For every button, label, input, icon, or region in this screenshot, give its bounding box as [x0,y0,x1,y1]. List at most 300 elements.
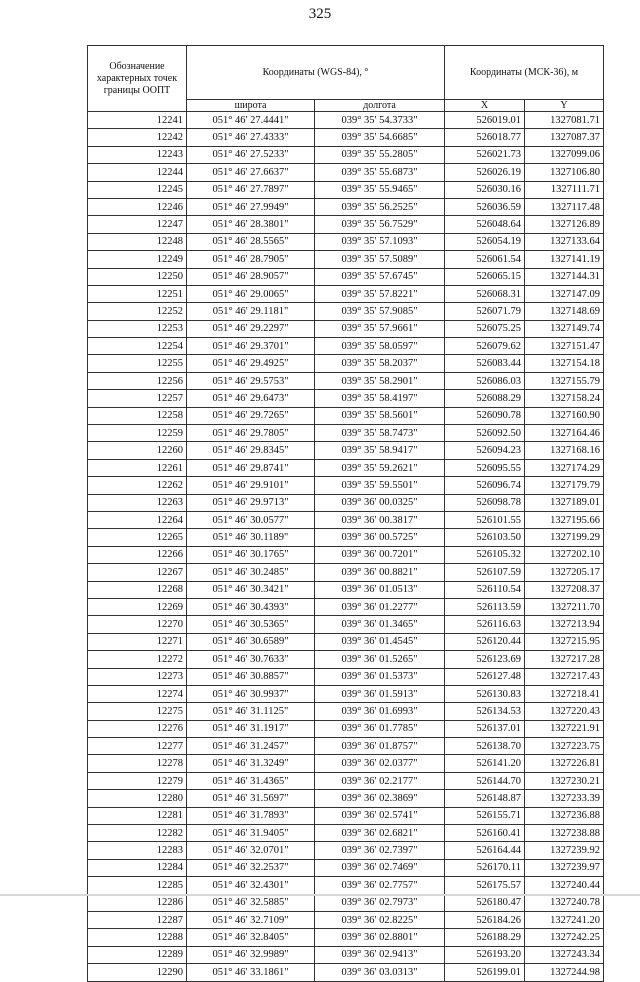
table-row [88,842,604,859]
point-id-cell: 12266 [88,546,187,563]
y-cell: 1327215.95 [525,633,604,650]
longitude-cell: 039° 35' 58.2901" [315,372,445,389]
longitude-cell: 039° 35' 54.6685" [315,129,445,146]
table-row [88,564,604,581]
header-longitude: долгота [315,100,445,112]
longitude-cell: 039° 36' 02.2177" [315,772,445,789]
point-id-cell: 12288 [88,929,187,946]
y-cell: 1327154.18 [525,355,604,372]
y-cell: 1327240.44 [525,877,604,894]
table-row [88,755,604,772]
page-bottom-rule [0,894,640,896]
longitude-cell: 039° 36' 01.5373" [315,668,445,685]
latitude-cell: 051° 46' 30.7633" [187,651,315,668]
point-id-cell: 12283 [88,842,187,859]
point-id-cell: 12275 [88,703,187,720]
point-id-cell: 12249 [88,251,187,268]
y-cell: 1327179.79 [525,477,604,494]
latitude-cell: 051° 46' 29.4925" [187,355,315,372]
x-cell: 526086.03 [445,372,525,389]
y-cell: 1327087.37 [525,129,604,146]
y-cell: 1327133.64 [525,233,604,250]
point-id-cell: 12272 [88,651,187,668]
longitude-cell: 039° 36' 01.3465" [315,616,445,633]
page-number: 325 [308,6,332,22]
y-cell: 1327218.41 [525,685,604,702]
longitude-cell: 039° 35' 56.7529" [315,216,445,233]
latitude-cell: 051° 46' 29.8741" [187,459,315,476]
y-cell: 1327223.75 [525,738,604,755]
longitude-cell: 039° 36' 01.4545" [315,633,445,650]
y-cell: 1327199.29 [525,529,604,546]
y-cell: 1327148.69 [525,303,604,320]
x-cell: 526065.15 [445,268,525,285]
latitude-cell: 051° 46' 32.8405" [187,929,315,946]
longitude-cell: 039° 36' 01.8757" [315,738,445,755]
point-id-cell: 12256 [88,372,187,389]
longitude-cell: 039° 35' 57.9085" [315,303,445,320]
y-cell: 1327195.66 [525,511,604,528]
point-id-cell: 12254 [88,338,187,355]
table-row [88,790,604,807]
latitude-cell: 051° 46' 30.5365" [187,616,315,633]
point-id-cell: 12284 [88,859,187,876]
y-cell: 1327144.31 [525,268,604,285]
y-cell: 1327211.70 [525,598,604,615]
latitude-cell: 051° 46' 27.4333" [187,129,315,146]
x-cell: 526193.20 [445,946,525,963]
longitude-cell: 039° 36' 01.2277" [315,598,445,615]
longitude-cell: 039° 35' 57.1093" [315,233,445,250]
longitude-cell: 039° 35' 56.2525" [315,198,445,215]
latitude-cell: 051° 46' 33.1861" [187,964,315,981]
table-row [88,964,604,981]
point-id-cell: 12285 [88,877,187,894]
y-cell: 1327242.25 [525,929,604,946]
latitude-cell: 051° 46' 28.5565" [187,233,315,250]
latitude-cell: 051° 46' 32.5885" [187,894,315,911]
longitude-cell: 039° 35' 57.6745" [315,268,445,285]
y-cell: 1327208.37 [525,581,604,598]
y-cell: 1327240.78 [525,894,604,911]
point-id-cell: 12290 [88,964,187,981]
longitude-cell: 039° 36' 02.7397" [315,842,445,859]
point-id-cell: 12286 [88,894,187,911]
y-cell: 1327205.17 [525,564,604,581]
point-id-cell: 12255 [88,355,187,372]
latitude-cell: 051° 46' 29.1181" [187,303,315,320]
point-id-cell: 12278 [88,755,187,772]
y-cell: 1327233.39 [525,790,604,807]
table-row [88,164,604,181]
latitude-cell: 051° 46' 29.9101" [187,477,315,494]
point-id-cell: 12245 [88,181,187,198]
latitude-cell: 051° 46' 32.9989" [187,946,315,963]
x-cell: 526083.44 [445,355,525,372]
table-row [88,581,604,598]
latitude-cell: 051° 46' 27.9949" [187,198,315,215]
x-cell: 526061.54 [445,251,525,268]
point-id-cell: 12246 [88,198,187,215]
latitude-cell: 051° 46' 30.6589" [187,633,315,650]
point-id-cell: 12273 [88,668,187,685]
y-cell: 1327099.06 [525,146,604,163]
point-id-cell: 12241 [88,112,187,129]
x-cell: 526130.83 [445,685,525,702]
x-cell: 526095.55 [445,459,525,476]
point-id-cell: 12271 [88,633,187,650]
table-row [88,477,604,494]
point-id-cell: 12276 [88,720,187,737]
table-row [88,407,604,424]
table-row [88,251,604,268]
table-row [88,268,604,285]
x-cell: 526094.23 [445,442,525,459]
longitude-cell: 039° 36' 00.7201" [315,546,445,563]
x-cell: 526120.44 [445,633,525,650]
table-row [88,285,604,302]
longitude-cell: 039° 36' 02.8225" [315,911,445,928]
latitude-cell: 051° 46' 29.0065" [187,285,315,302]
x-cell: 526054.19 [445,233,525,250]
table-row [88,598,604,615]
x-cell: 526071.79 [445,303,525,320]
y-cell: 1327081.71 [525,112,604,129]
longitude-cell: 039° 36' 02.7757" [315,877,445,894]
latitude-cell: 051° 46' 28.7905" [187,251,315,268]
y-cell: 1327141.19 [525,251,604,268]
y-cell: 1327243.34 [525,946,604,963]
latitude-cell: 051° 46' 30.1765" [187,546,315,563]
latitude-cell: 051° 46' 30.0577" [187,511,315,528]
latitude-cell: 051° 46' 31.5697" [187,790,315,807]
longitude-cell: 039° 35' 57.8221" [315,285,445,302]
table-row [88,946,604,963]
table-row [88,338,604,355]
latitude-cell: 051° 46' 31.9405" [187,825,315,842]
table-row [88,929,604,946]
latitude-cell: 051° 46' 30.3421" [187,581,315,598]
latitude-cell: 051° 46' 30.1189" [187,529,315,546]
longitude-cell: 039° 36' 01.5913" [315,685,445,702]
y-cell: 1327226.81 [525,755,604,772]
x-cell: 526019.01 [445,112,525,129]
x-cell: 526098.78 [445,494,525,511]
longitude-cell: 039° 36' 02.3869" [315,790,445,807]
point-id-cell: 12261 [88,459,187,476]
latitude-cell: 051° 46' 29.8345" [187,442,315,459]
longitude-cell: 039° 35' 59.5501" [315,477,445,494]
point-id-cell: 12252 [88,303,187,320]
x-cell: 526026.19 [445,164,525,181]
x-cell: 526127.48 [445,668,525,685]
point-id-cell: 12270 [88,616,187,633]
point-id-cell: 12248 [88,233,187,250]
point-id-cell: 12243 [88,146,187,163]
longitude-cell: 039° 36' 02.9413" [315,946,445,963]
x-cell: 526199.01 [445,964,525,981]
point-id-cell: 12277 [88,738,187,755]
latitude-cell: 051° 46' 28.3801" [187,216,315,233]
x-cell: 526092.50 [445,425,525,442]
x-cell: 526030.16 [445,181,525,198]
longitude-cell: 039° 35' 58.4197" [315,390,445,407]
table-row [88,494,604,511]
y-cell: 1327168.16 [525,442,604,459]
coordinates-table [87,45,604,982]
x-cell: 526164.44 [445,842,525,859]
x-cell: 526137.01 [445,720,525,737]
longitude-cell: 039° 35' 58.7473" [315,425,445,442]
y-cell: 1327217.28 [525,651,604,668]
y-cell: 1327111.71 [525,181,604,198]
point-id-cell: 12280 [88,790,187,807]
x-cell: 526107.59 [445,564,525,581]
table-row [88,459,604,476]
y-cell: 1327106.80 [525,164,604,181]
point-id-cell: 12274 [88,685,187,702]
longitude-cell: 039° 36' 00.0325" [315,494,445,511]
table-row [88,720,604,737]
point-id-cell: 12253 [88,320,187,337]
longitude-cell: 039° 36' 01.0513" [315,581,445,598]
latitude-cell: 051° 46' 30.9937" [187,685,315,702]
longitude-cell: 039° 36' 02.6821" [315,825,445,842]
table-body [88,112,604,982]
x-cell: 526138.70 [445,738,525,755]
y-cell: 1327230.21 [525,772,604,789]
header-y: Y [525,100,604,112]
y-cell: 1327126.89 [525,216,604,233]
latitude-cell: 051° 46' 29.3701" [187,338,315,355]
latitude-cell: 051° 46' 27.7897" [187,181,315,198]
table-row [88,233,604,250]
point-id-cell: 12242 [88,129,187,146]
longitude-cell: 039° 36' 02.8801" [315,929,445,946]
y-cell: 1327158.24 [525,390,604,407]
table-row [88,112,604,129]
table-row [88,859,604,876]
latitude-cell: 051° 46' 29.9713" [187,494,315,511]
longitude-cell: 039° 35' 58.5601" [315,407,445,424]
point-id-cell: 12265 [88,529,187,546]
latitude-cell: 051° 46' 30.8857" [187,668,315,685]
point-id-cell: 12267 [88,564,187,581]
x-cell: 526079.62 [445,338,525,355]
longitude-cell: 039° 36' 01.7785" [315,720,445,737]
y-cell: 1327160.90 [525,407,604,424]
x-cell: 526018.77 [445,129,525,146]
point-id-cell: 12258 [88,407,187,424]
y-cell: 1327236.88 [525,807,604,824]
x-cell: 526075.25 [445,320,525,337]
longitude-cell: 039° 35' 55.9465" [315,181,445,198]
x-cell: 526188.29 [445,929,525,946]
latitude-cell: 051° 46' 32.4301" [187,877,315,894]
x-cell: 526101.55 [445,511,525,528]
x-cell: 526088.29 [445,390,525,407]
longitude-cell: 039° 35' 55.2805" [315,146,445,163]
x-cell: 526175.57 [445,877,525,894]
y-cell: 1327151.47 [525,338,604,355]
table-row [88,529,604,546]
point-id-cell: 12250 [88,268,187,285]
longitude-cell: 039° 35' 59.2621" [315,459,445,476]
header-wgs84: Координаты (WGS-84), ° [187,46,445,100]
table-row [88,425,604,442]
x-cell: 526123.69 [445,651,525,668]
table-row [88,633,604,650]
y-cell: 1327239.92 [525,842,604,859]
y-cell: 1327239.97 [525,859,604,876]
table-row [88,303,604,320]
y-cell: 1327221.91 [525,720,604,737]
latitude-cell: 051° 46' 27.6637" [187,164,315,181]
point-id-cell: 12263 [88,494,187,511]
latitude-cell: 051° 46' 29.6473" [187,390,315,407]
y-cell: 1327189.01 [525,494,604,511]
longitude-cell: 039° 35' 58.2037" [315,355,445,372]
latitude-cell: 051° 46' 31.1917" [187,720,315,737]
table-row [88,146,604,163]
latitude-cell: 051° 46' 30.4393" [187,598,315,615]
header-point-label: Обозначение характерных точек границы ООПТ [88,46,187,112]
header-x: X [445,100,525,112]
longitude-cell: 039° 36' 02.7469" [315,859,445,876]
x-cell: 526048.64 [445,216,525,233]
x-cell: 526144.70 [445,772,525,789]
table-row [88,685,604,702]
point-id-cell: 12289 [88,946,187,963]
point-id-cell: 12264 [88,511,187,528]
y-cell: 1327174.29 [525,459,604,476]
x-cell: 526110.54 [445,581,525,598]
point-id-cell: 12257 [88,390,187,407]
table-row [88,651,604,668]
x-cell: 526148.87 [445,790,525,807]
point-id-cell: 12282 [88,825,187,842]
table-row [88,181,604,198]
latitude-cell: 051° 46' 31.4365" [187,772,315,789]
table-header-row [88,46,604,100]
longitude-cell: 039° 36' 00.8821" [315,564,445,581]
longitude-cell: 039° 35' 58.0597" [315,338,445,355]
point-id-cell: 12251 [88,285,187,302]
table-row [88,807,604,824]
longitude-cell: 039° 36' 02.7973" [315,894,445,911]
x-cell: 526184.26 [445,911,525,928]
table-row [88,320,604,337]
point-id-cell: 12259 [88,425,187,442]
point-id-cell: 12281 [88,807,187,824]
x-cell: 526036.59 [445,198,525,215]
latitude-cell: 051° 46' 32.7109" [187,911,315,928]
table-row [88,877,604,894]
y-cell: 1327220.43 [525,703,604,720]
point-id-cell: 12260 [88,442,187,459]
x-cell: 526113.59 [445,598,525,615]
table-row [88,198,604,215]
y-cell: 1327147.09 [525,285,604,302]
latitude-cell: 051° 46' 31.2457" [187,738,315,755]
table-row [88,703,604,720]
latitude-cell: 051° 46' 31.3249" [187,755,315,772]
header-latitude: широта [187,100,315,112]
latitude-cell: 051° 46' 30.2485" [187,564,315,581]
latitude-cell: 051° 46' 27.4441" [187,112,315,129]
table-row [88,738,604,755]
point-id-cell: 12247 [88,216,187,233]
latitude-cell: 051° 46' 29.7805" [187,425,315,442]
header-msk36: Координаты (МСК-36), м [445,46,604,100]
y-cell: 1327164.46 [525,425,604,442]
y-cell: 1327149.74 [525,320,604,337]
y-cell: 1327202.10 [525,546,604,563]
x-cell: 526068.31 [445,285,525,302]
y-cell: 1327238.88 [525,825,604,842]
longitude-cell: 039° 36' 00.3817" [315,511,445,528]
table-row [88,129,604,146]
latitude-cell: 051° 46' 31.1125" [187,703,315,720]
table-row [88,546,604,563]
x-cell: 526116.63 [445,616,525,633]
y-cell: 1327213.94 [525,616,604,633]
longitude-cell: 039° 35' 55.6873" [315,164,445,181]
latitude-cell: 051° 46' 29.7265" [187,407,315,424]
table-row [88,390,604,407]
x-cell: 526155.71 [445,807,525,824]
latitude-cell: 051° 46' 31.7893" [187,807,315,824]
y-cell: 1327117.48 [525,198,604,215]
x-cell: 526090.78 [445,407,525,424]
longitude-cell: 039° 36' 02.0377" [315,755,445,772]
latitude-cell: 051° 46' 28.9057" [187,268,315,285]
latitude-cell: 051° 46' 29.2297" [187,320,315,337]
x-cell: 526103.50 [445,529,525,546]
x-cell: 526180.47 [445,894,525,911]
longitude-cell: 039° 35' 57.9661" [315,320,445,337]
x-cell: 526160.41 [445,825,525,842]
longitude-cell: 039° 36' 01.5265" [315,651,445,668]
table-row [88,911,604,928]
table-row [88,216,604,233]
latitude-cell: 051° 46' 32.0701" [187,842,315,859]
table-row [88,511,604,528]
longitude-cell: 039° 36' 00.5725" [315,529,445,546]
table-row [88,616,604,633]
y-cell: 1327155.79 [525,372,604,389]
y-cell: 1327217.43 [525,668,604,685]
x-cell: 526134.53 [445,703,525,720]
longitude-cell: 039° 35' 58.9417" [315,442,445,459]
table-row [88,355,604,372]
point-id-cell: 12268 [88,581,187,598]
longitude-cell: 039° 35' 54.3733" [315,112,445,129]
longitude-cell: 039° 36' 02.5741" [315,807,445,824]
table-row [88,668,604,685]
x-cell: 526170.11 [445,859,525,876]
latitude-cell: 051° 46' 32.2537" [187,859,315,876]
table-row [88,825,604,842]
y-cell: 1327244.98 [525,964,604,981]
point-id-cell: 12269 [88,598,187,615]
point-id-cell: 12262 [88,477,187,494]
point-id-cell: 12244 [88,164,187,181]
longitude-cell: 039° 36' 01.6993" [315,703,445,720]
x-cell: 526021.73 [445,146,525,163]
x-cell: 526141.20 [445,755,525,772]
longitude-cell: 039° 35' 57.5089" [315,251,445,268]
